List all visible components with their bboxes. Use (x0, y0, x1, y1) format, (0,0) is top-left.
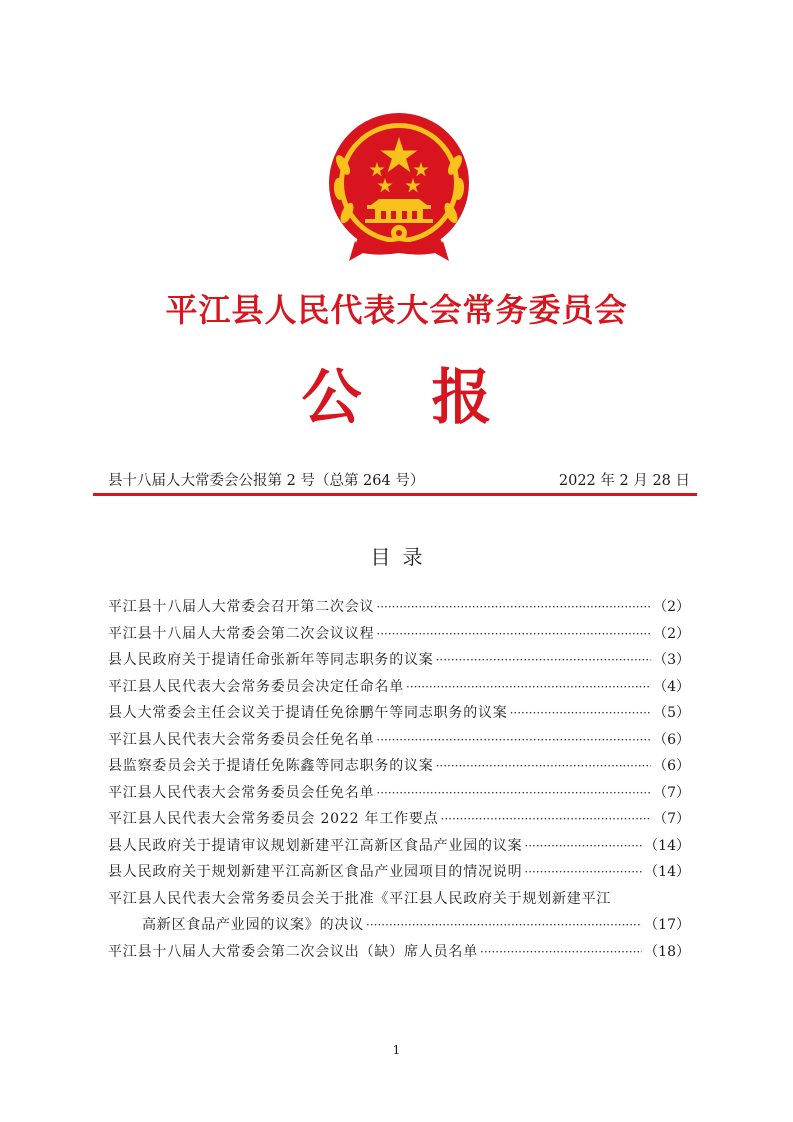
toc-entry[interactable] (108, 861, 690, 888)
toc-entry[interactable] (108, 835, 690, 862)
toc-entry-continuation[interactable] (108, 914, 690, 941)
toc-entry-page: （2） (653, 599, 690, 615)
toc-entry[interactable] (108, 755, 690, 782)
toc-entry-page: （7） (653, 784, 690, 801)
toc-leader-dots (376, 733, 651, 747)
toc-entry[interactable] (108, 623, 690, 650)
toc-entry-page: （6） (653, 758, 690, 774)
toc-leader-dots (366, 918, 642, 932)
publication-title: 公报 (301, 363, 562, 433)
toc-entry-page: （18） (644, 943, 690, 960)
toc-leader-dots (376, 786, 651, 800)
toc-leader-dots (480, 945, 642, 959)
toc-entry[interactable] (108, 808, 690, 835)
toc-entry-text: 平江县十八届人大常委会第二次会议出（缺）席人员名单 (108, 943, 478, 960)
toc-entry-page: （14） (644, 864, 690, 880)
toc-entry[interactable] (108, 888, 690, 915)
toc-leader-dots (524, 839, 642, 853)
toc-leader-dots (441, 812, 652, 826)
national-emblem-icon (319, 105, 479, 265)
toc-entry-text: 平江县十八届人大常委会召开第二次会议 (108, 599, 375, 615)
toc-leader-dots (436, 759, 651, 773)
toc-leader-dots (376, 627, 651, 641)
organization-title: 平江县人民代表大会常务委员会 (165, 291, 628, 329)
toc-entry[interactable] (108, 649, 690, 676)
toc-leader-dots (436, 653, 651, 667)
toc-entry-text: 县人大常委会主任会议关于提请任免徐鹏午等同志职务的议案 (108, 705, 508, 721)
toc-entry-text: 县人民政府关于提请任命张新年等同志职务的议案 (108, 652, 434, 668)
toc-entry-text: 平江县人民代表大会常务委员会 2022 年工作要点 (108, 811, 439, 827)
toc-entry-text: 平江县人民代表大会常务委员会决定任命名单 (108, 678, 404, 695)
toc-entry-text: 平江县人民代表大会常务委员会关于批准《平江县人民政府关于规划新建平江 (108, 890, 612, 907)
toc-leader-dots (510, 706, 651, 720)
toc-entry-page: （7） (653, 811, 690, 827)
issue-line (108, 469, 690, 490)
toc-entry[interactable] (108, 676, 690, 703)
toc-entry[interactable] (108, 782, 690, 809)
toc-entry-text: 平江县人民代表大会常务委员会任免名单 (108, 784, 375, 801)
toc-entry-text: 平江县十八届人大常委会第二次会议议程 (108, 625, 375, 642)
toc-entry-text: 平江县人民代表大会常务委员会任免名单 (108, 731, 375, 748)
toc-entry-page: （6） (653, 731, 690, 748)
toc-entry-text: 县人民政府关于提请审议规划新建平江高新区食品产业园的议案 (108, 837, 523, 854)
toc-leader-dots (406, 680, 651, 694)
table-of-contents (108, 596, 690, 967)
toc-entry-page: （2） (653, 625, 690, 642)
toc-entry-text: 县监察委员会关于提请任免陈鑫等同志职务的议案 (108, 758, 434, 774)
toc-title: 目录 (370, 545, 435, 569)
issue-date: 2022 年 2 月 28 日 (558, 473, 690, 489)
toc-entry-page: （17） (644, 917, 690, 933)
red-divider (93, 493, 697, 496)
toc-entry[interactable] (108, 702, 690, 729)
toc-entry[interactable] (108, 941, 690, 968)
page-number: 1 (392, 1043, 401, 1057)
toc-leader-dots (376, 600, 651, 614)
toc-entry-text: 县人民政府关于规划新建平江高新区食品产业园项目的情况说明 (108, 864, 523, 880)
toc-entry-page: （3） (653, 652, 690, 668)
toc-entry-page: （14） (644, 837, 690, 854)
toc-leader-dots (524, 865, 642, 879)
toc-entry[interactable] (108, 596, 690, 623)
issue-label: 县十八届人大常委会公报第 2 号（总第 264 号） (108, 473, 425, 489)
toc-entry[interactable] (108, 729, 690, 756)
toc-entry-text: 高新区食品产业园的议案》的决议 (142, 917, 364, 933)
toc-entry-page: （5） (653, 705, 690, 721)
toc-entry-page: （4） (653, 678, 690, 695)
